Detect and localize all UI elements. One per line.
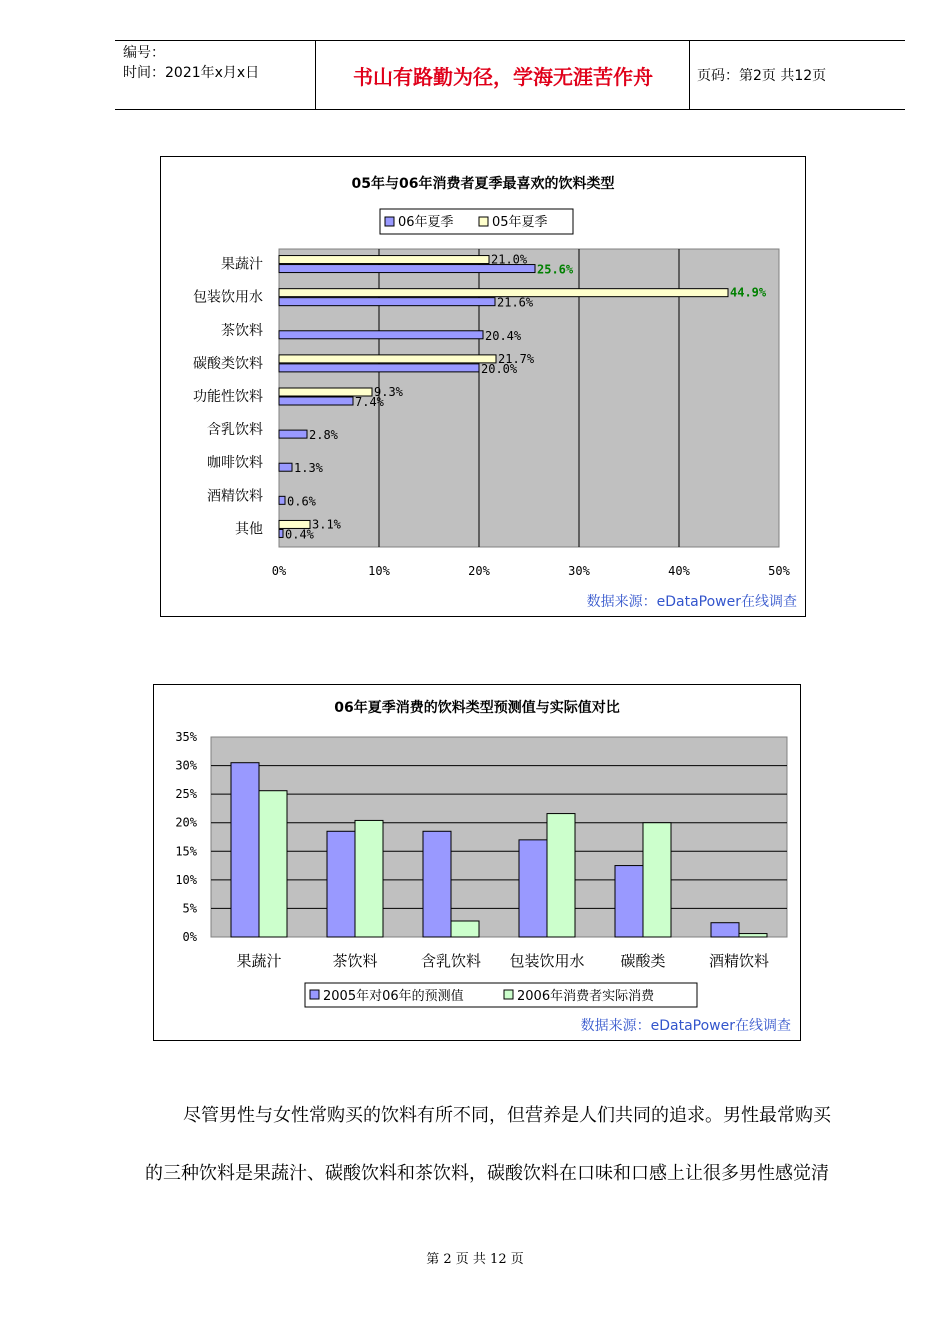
- chart2-bar-actual: [739, 934, 767, 937]
- chart1-data-label: 3.1%: [312, 517, 341, 532]
- chart2-y-tick-label: 20%: [175, 815, 197, 830]
- code-label: 编号：: [123, 45, 165, 61]
- chart2-bar-actual: [451, 921, 479, 937]
- chart1-title: 05年与06年消费者夏季最喜欢的饮料类型: [351, 176, 615, 192]
- chart1-bar-06: [279, 496, 285, 504]
- chart1-category-label: 其他: [235, 521, 263, 538]
- chart2-legend-label: 2006年消费者实际消费: [517, 989, 655, 1004]
- chart1-bar-06: [279, 397, 353, 405]
- header-divider: [689, 41, 690, 109]
- body-paragraph-line-2: 的三种饮料是果蔬汁、碳酸饮料和茶饮料，碳酸饮料在口味和口感上让很多男性感觉清: [145, 1163, 829, 1184]
- chart1-bar-06: [279, 529, 283, 537]
- chart2-bar-forecast: [519, 840, 547, 937]
- chart2-bar-forecast: [231, 763, 259, 937]
- chart1-legend-swatch: [479, 217, 488, 226]
- chart1-legend-label: 06年夏季: [398, 215, 454, 230]
- chart2-y-tick-label: 25%: [175, 787, 197, 802]
- chart2-bar-actual: [355, 820, 383, 937]
- chart2-category-label: 茶饮料: [332, 952, 378, 970]
- chart2-category-label: 含乳饮料: [420, 952, 482, 970]
- header-motto: 书山有路勤为径，学海无涯苦作舟: [353, 65, 653, 89]
- chart2-legend-label: 2005年对06年的预测值: [323, 989, 464, 1004]
- page-number-label: 页码：第2页 共12页: [697, 68, 827, 84]
- chart1-category-label: 咖啡饮料: [207, 455, 263, 472]
- chart-forecast-vs-actual: [153, 684, 801, 1041]
- chart2-category-label: 果蔬汁: [236, 952, 282, 970]
- chart1-data-label: 21.0%: [491, 252, 528, 267]
- chart2-plot-area: [211, 737, 787, 937]
- chart1-data-label: 9.3%: [374, 385, 403, 399]
- chart1-x-tick-label: 10%: [368, 564, 390, 578]
- chart2-y-tick-label: 30%: [175, 758, 197, 773]
- chart2-bar-forecast: [423, 831, 451, 937]
- chart2-source: 数据来源：eDataPower在线调查: [580, 1018, 791, 1034]
- header-divider: [315, 41, 316, 109]
- chart2-category-label: 包装饮用水: [509, 952, 585, 970]
- chart2-y-tick-label: 5%: [182, 901, 197, 916]
- chart1-data-label: 2.8%: [309, 428, 338, 443]
- chart1-data-label: 21.7%: [498, 351, 535, 366]
- chart2-bar-actual: [259, 791, 287, 937]
- chart2-y-tick-label: 15%: [175, 844, 197, 859]
- page-footer: 第 2 页 共 12 页: [426, 1252, 524, 1267]
- chart1-data-label: 7.4%: [355, 395, 384, 409]
- chart1-data-label: 21.6%: [497, 295, 534, 310]
- chart1-category-label: 碳酸类饮料: [193, 355, 263, 372]
- chart1-bar-05: [279, 355, 496, 363]
- chart1-svg: [161, 157, 805, 616]
- chart1-x-tick-label: 50%: [768, 564, 790, 578]
- chart1-legend-swatch: [385, 217, 394, 226]
- chart1-category-label: 含乳饮料: [207, 422, 263, 439]
- header-info: [123, 43, 259, 83]
- chart1-category-label: 功能性饮料: [193, 389, 263, 405]
- chart2-bar-forecast: [615, 866, 643, 937]
- chart2-y-tick-label: 35%: [175, 730, 197, 744]
- chart2-y-tick-label: 0%: [182, 930, 197, 944]
- chart1-bar-06: [279, 331, 483, 339]
- chart1-data-label: 44.9%: [730, 285, 767, 300]
- chart1-x-tick-label: 30%: [568, 564, 590, 578]
- chart2-category-label: 酒精饮料: [708, 952, 770, 970]
- chart1-data-label: 0.6%: [287, 494, 316, 509]
- chart1-x-tick-label: 20%: [468, 564, 490, 578]
- chart2-bar-actual: [547, 814, 575, 937]
- body-paragraph-line-1: 尽管男性与女性常购买的饮料有所不同，但营养是人们共同的追求。男性最常购买: [183, 1105, 831, 1126]
- chart1-category-label: 包装饮用水: [193, 289, 263, 306]
- chart2-category-label: 碳酸类: [620, 952, 666, 970]
- chart2-bar-forecast: [711, 923, 739, 937]
- chart1-bar-05: [279, 256, 489, 264]
- chart1-category-label: 酒精饮料: [207, 488, 263, 505]
- chart2-legend-swatch: [310, 990, 319, 999]
- chart1-bar-06: [279, 298, 495, 306]
- chart1-data-label: 20.0%: [481, 361, 518, 376]
- chart2-bar-actual: [643, 823, 671, 937]
- date-label: 时间：2021年x月x日: [123, 65, 260, 81]
- chart2-svg: [154, 685, 800, 1040]
- page-header: [115, 40, 905, 110]
- chart1-bar-06: [279, 430, 307, 438]
- chart-favorite-drinks: [160, 156, 806, 617]
- chart1-data-label: 25.6%: [537, 262, 574, 277]
- chart1-bar-06: [279, 463, 292, 471]
- chart1-data-label: 0.4%: [285, 527, 314, 542]
- chart2-legend-swatch: [504, 990, 513, 999]
- chart1-source: 数据来源：eDataPower在线调查: [586, 594, 797, 610]
- chart1-category-label: 茶饮料: [221, 322, 263, 339]
- chart1-x-tick-label: 0%: [271, 564, 287, 578]
- chart2-bar-forecast: [327, 831, 355, 937]
- chart1-data-label: 1.3%: [294, 461, 323, 476]
- chart2-y-tick-label: 10%: [175, 872, 197, 887]
- chart1-bar-06: [279, 364, 479, 372]
- chart1-x-tick-label: 40%: [668, 564, 690, 578]
- chart1-category-label: 果蔬汁: [221, 256, 263, 273]
- chart2-title: 06年夏季消费的饮料类型预测值与实际值对比: [334, 700, 620, 716]
- chart1-legend-label: 05年夏季: [492, 215, 548, 230]
- chart1-data-label: 20.4%: [485, 328, 522, 343]
